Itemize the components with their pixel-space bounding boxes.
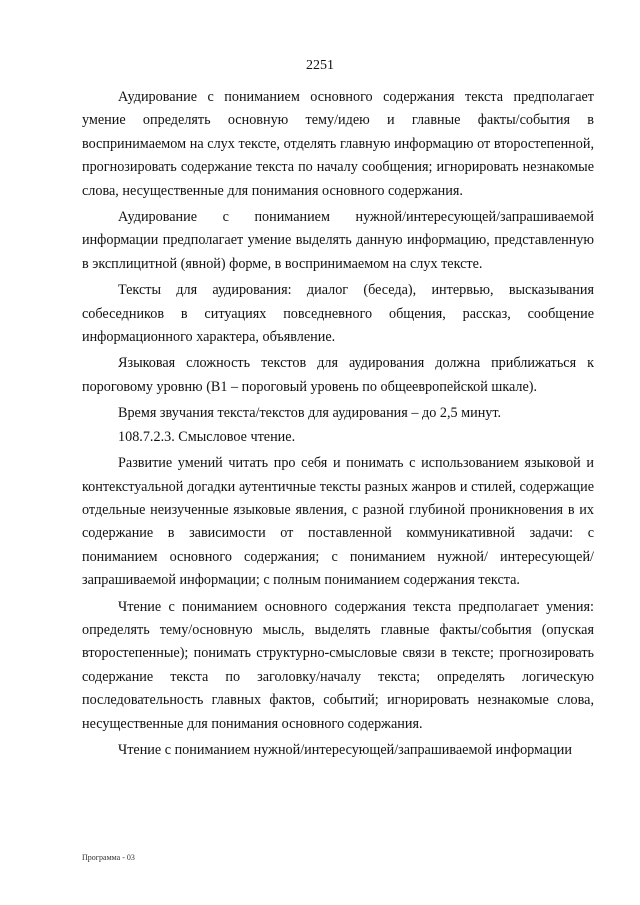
footer-label: Программа - 03 — [82, 853, 135, 862]
document-body — [82, 86, 594, 762]
paragraph-listening-specific-info: Аудирование с пониманием нужной/интересующей/запрашиваемой информации предполагает умение выделять данную информацию, представленную в эксплицитной (явной) форме, в воспринимаемом на слух тексте. — [82, 209, 594, 272]
paragraph-listening-main-content: Аудирование с пониманием основного содержания текста предполагает умение определять основную тему/идею и главные факты/события в воспринимаемом на слух тексте, отделять главную информацию от второстепенной, прогнозировать содержание текста по началу сообщения; игнорировать незнакомые слова, несущественные для понимания основного содержания. — [82, 89, 594, 199]
paragraph-reading-main-content: Чтение с пониманием основного содержания текста предполагает умения: определять тему/основную мысль, выделять главные факты/события (опуская второстепенные); понимать структурно-смысловые связи в тексте; прогнозировать содержание текста по заголовку/началу текста; определять логическую последовательность главных фактов, событий; игнорировать незнакомые слова, несущественные для понимания основного содержания. — [82, 598, 594, 732]
paragraph-listening-duration: Время звучания текста/текстов для аудирования – до 2,5 минут. — [118, 405, 502, 422]
page-number: 2251 — [306, 58, 334, 73]
paragraph-reading-skills: Развитие умений читать про себя и понимать с использованием языковой и контекстуальной догадки аутентичные тексты разных жанров и стилей, содержащие отдельные неизученные языковые явления, с разной глубиной проникновения в их содержание в зависимости от поставленной коммуникативной задачи: с пониманием основного содержания; с пониманием нужной/ интересующей/запрашиваемой информации; с полным пониманием содержания текста. — [82, 455, 594, 589]
section-heading-semantic-reading: 108.7.2.3. Смысловое чтение. — [118, 428, 296, 445]
paragraph-language-complexity: Языковая сложность текстов для аудирования должна приближаться к пороговому уровню (В1 – пороговый уровень по общеевропейской шкале). — [82, 355, 594, 395]
paragraph-listening-texts: Тексты для аудирования: диалог (беседа), интервью, высказывания собеседников в ситуациях повседневного общения, рассказ, сообщение информационного характера, объявление. — [82, 282, 594, 346]
paragraph-reading-specific-info: Чтение с пониманием нужной/интересующей/запрашиваемой информации — [118, 741, 572, 758]
